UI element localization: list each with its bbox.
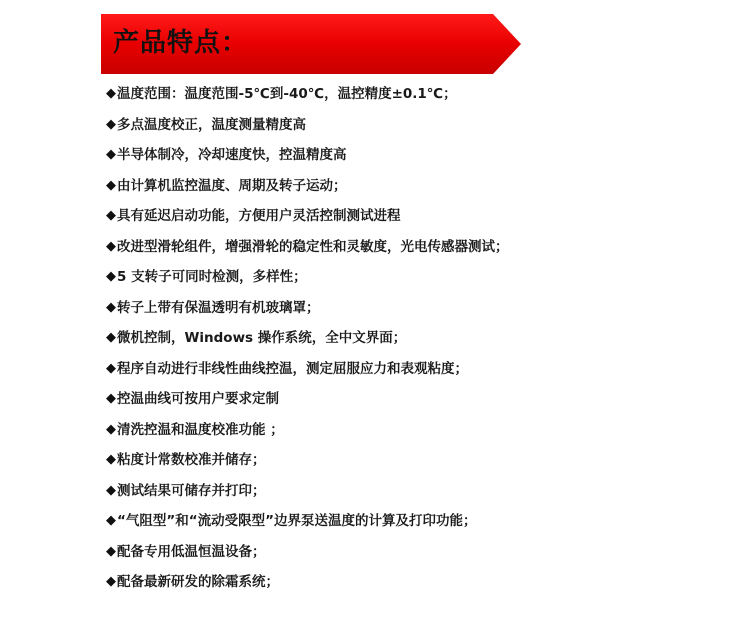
diamond-bullet-icon: ◆: [106, 574, 116, 589]
feature-item: [106, 84, 509, 115]
feature-item: [106, 511, 509, 542]
feature-item: [106, 572, 509, 603]
diamond-bullet-icon: ◆: [106, 543, 116, 559]
feature-item: [106, 145, 509, 176]
feature-text: 多点温度校正，温度测量精度高: [117, 116, 306, 133]
diamond-bullet-icon: ◆: [106, 482, 116, 498]
diamond-bullet-icon: ◆: [106, 177, 116, 193]
feature-text: “气阻型”和“流动受限型”边界泵送温度的计算及打印功能；: [117, 513, 477, 529]
feature-text: 清洗控温和温度校准功能 ；: [117, 421, 284, 438]
feature-text: 改进型滑轮组件，增强滑轮的稳定性和灵敏度，光电传感器测试；: [117, 238, 509, 255]
diamond-bullet-icon: ◆: [106, 391, 116, 406]
feature-text: 由计算机监控温度、周期及转子运动；: [117, 177, 347, 194]
feature-text: 微机控制，Windows 操作系统，全中文界面；: [117, 330, 407, 346]
feature-item: [106, 481, 509, 512]
feature-item: [106, 267, 509, 298]
feature-item: [106, 237, 509, 268]
feature-text: 粘度计常数校准并储存；: [117, 452, 266, 468]
diamond-bullet-icon: ◆: [106, 330, 116, 345]
feature-item: [106, 176, 509, 207]
diamond-bullet-icon: ◆: [106, 116, 116, 132]
diamond-bullet-icon: ◆: [106, 299, 116, 315]
feature-item: [106, 298, 509, 329]
feature-text: 控温曲线可按用户要求定制: [117, 391, 279, 407]
feature-text: 转子上带有保温透明有机玻璃罩；: [117, 299, 320, 316]
feature-item: [106, 359, 509, 390]
diamond-bullet-icon: ◆: [106, 452, 116, 467]
diamond-bullet-icon: ◆: [106, 238, 116, 254]
feature-text: 配备专用低温恒温设备；: [117, 543, 266, 560]
feature-item: [106, 542, 509, 573]
feature-text: 配备最新研发的除霜系统；: [117, 574, 279, 590]
diamond-bullet-icon: ◆: [106, 269, 116, 284]
feature-item: [106, 328, 509, 359]
diamond-bullet-icon: ◆: [106, 147, 116, 162]
feature-list: [106, 84, 509, 603]
diamond-bullet-icon: ◆: [106, 360, 116, 376]
feature-text: 半导体制冷，冷却速度快，控温精度高: [117, 147, 347, 163]
feature-item: [106, 450, 509, 481]
feature-item: [106, 420, 509, 451]
feature-item: [106, 115, 509, 146]
diamond-bullet-icon: ◆: [106, 86, 116, 101]
diamond-bullet-icon: ◆: [106, 421, 116, 437]
feature-text: 5 支转子可同时检测，多样性；: [117, 269, 307, 285]
section-title: 产品特点：: [113, 28, 249, 58]
feature-text: 程序自动进行非线性曲线控温，测定屈服应力和表观粘度；: [117, 360, 468, 377]
feature-item: [106, 389, 509, 420]
feature-text: 具有延迟启动功能，方便用户灵活控制测试进程: [117, 208, 401, 224]
diamond-bullet-icon: ◆: [106, 208, 116, 223]
section-banner: [101, 14, 521, 74]
feature-item: [106, 206, 509, 237]
feature-text: 测试结果可储存并打印；: [117, 482, 266, 499]
diamond-bullet-icon: ◆: [106, 513, 116, 528]
feature-text: 温度范围：温度范围-5℃到-40℃，温控精度±0.1℃；: [117, 86, 457, 102]
